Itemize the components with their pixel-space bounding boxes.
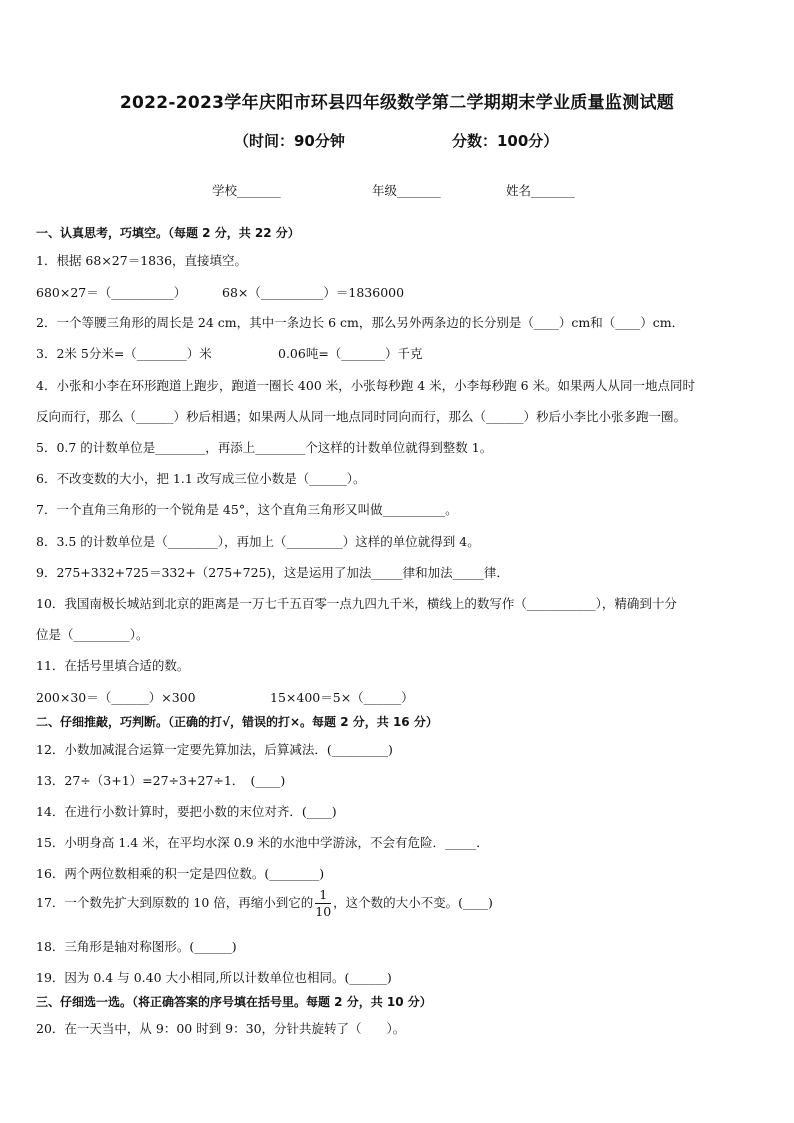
- question-2: 2．一个等腰三角形的周长是 24 cm，其中一条边长 6 cm，那么另外两条边的长分别是（____）cm和（____）cm．: [36, 315, 685, 330]
- question-11b: 15×400＝5×（______）: [270, 690, 414, 705]
- section2-heading: 二、仔细推敲，巧判断。（正确的打√，错误的打×。每题 2 分，共 16 分）: [36, 715, 438, 729]
- question-3a: 3．2米 5分米=（________）米: [36, 346, 212, 361]
- exam-time: （时间：90分钟: [234, 132, 345, 150]
- question-9: 9．275+332+725＝332+（275+725)，这是运用了加法_____律和加法_____律．: [36, 565, 509, 580]
- question-16: 16．两个两位数相乘的积一定是四位数。(________): [36, 866, 325, 881]
- school-field: 学校_______: [212, 183, 281, 198]
- fraction-one-tenth: [315, 887, 331, 920]
- question-20: 20．在一天当中，从 9：00 时到 9：30，分针共旋转了（ ）。: [36, 1021, 406, 1036]
- question-7: 7．一个直角三角形的一个锐角是 45°，这个直角三角形又叫做__________。: [36, 502, 458, 517]
- question-6: 6．不改变数的大小，把 1.1 改写成三位小数是（______）。: [36, 471, 366, 486]
- section1-heading: 一、认真思考，巧填空。（每题 2 分，共 22 分）: [36, 226, 300, 240]
- question-19: 19．因为 0.4 与 0.40 大小相同,所以计数单位也相同。(______): [36, 970, 392, 985]
- grade-field: 年级_______: [372, 183, 441, 198]
- question-15: 15．小明身高 1.4 米，在平均水深 0.9 米的水池中学游泳，不会有危险．_____．: [36, 835, 489, 850]
- fraction-denominator: 10: [315, 904, 332, 919]
- question-11a: 200×30＝（______）×300: [36, 690, 196, 705]
- section3-heading: 三、仔细选一选。（将正确答案的序号填在括号里。每题 2 分，共 10 分）: [36, 995, 432, 1009]
- question-17-text-after: ，这个数的大小不变。(____): [333, 895, 493, 910]
- question-1a: 680×27＝（__________）: [36, 285, 187, 300]
- question-5: 5．0.7 的计数单位是________，再添上________个这样的计数单位就得到整数 1。: [36, 440, 493, 455]
- question-11: 11．在括号里填合适的数。: [36, 658, 190, 673]
- exam-score: 分数：100分）: [452, 132, 559, 150]
- name-field: 姓名_______: [506, 183, 575, 198]
- question-17-text-before: 17．一个数先扩大到原数的 10 倍，再缩小到它的: [36, 895, 314, 910]
- question-10-line1: 10．我国南极长城站到北京的距离是一万七千五百零一点九四九千米，横线上的数写作（___________），精确到十分: [36, 596, 677, 611]
- question-4-line1: 4．小张和小李在环形跑道上跑步，跑道一圈长 400 米，小张每秒跑 4 米，小李每秒跑 6 米。如果两人从同一地点同时: [36, 378, 696, 393]
- fraction-numerator: 1: [315, 887, 331, 904]
- question-4-line2: 反向而行，那么（______）秒后相遇；如果两人从同一地点同时同向而行，那么（______）秒后小李比小张多跑一圈。: [36, 409, 687, 424]
- question-18: 18．三角形是轴对称图形。(______): [36, 939, 237, 954]
- question-3b: 0.06吨=（_______）千克: [278, 346, 423, 361]
- exam-title: 2022-2023学年庆阳市环县四年级数学第二学期期末学业质量监测试题: [119, 93, 675, 113]
- question-1: 1．根据 68×27＝1836，直接填空。: [36, 253, 248, 268]
- question-10-line2: 位是（_________）。: [36, 627, 149, 642]
- question-17: [36, 887, 493, 920]
- question-13: 13．27÷（3+1）=27÷3+27÷1． (____): [36, 773, 286, 788]
- question-1b: 68×（__________）＝1836000: [222, 285, 405, 300]
- question-14: 14．在进行小数计算时，要把小数的末位对齐．(____): [36, 804, 337, 819]
- question-12: 12．小数加减混合运算一定要先算加法，后算减法．(_________): [36, 742, 393, 757]
- question-8: 8．3.5 的计数单位是（________），再加上（_________）这样的单位就得到 4。: [36, 534, 480, 549]
